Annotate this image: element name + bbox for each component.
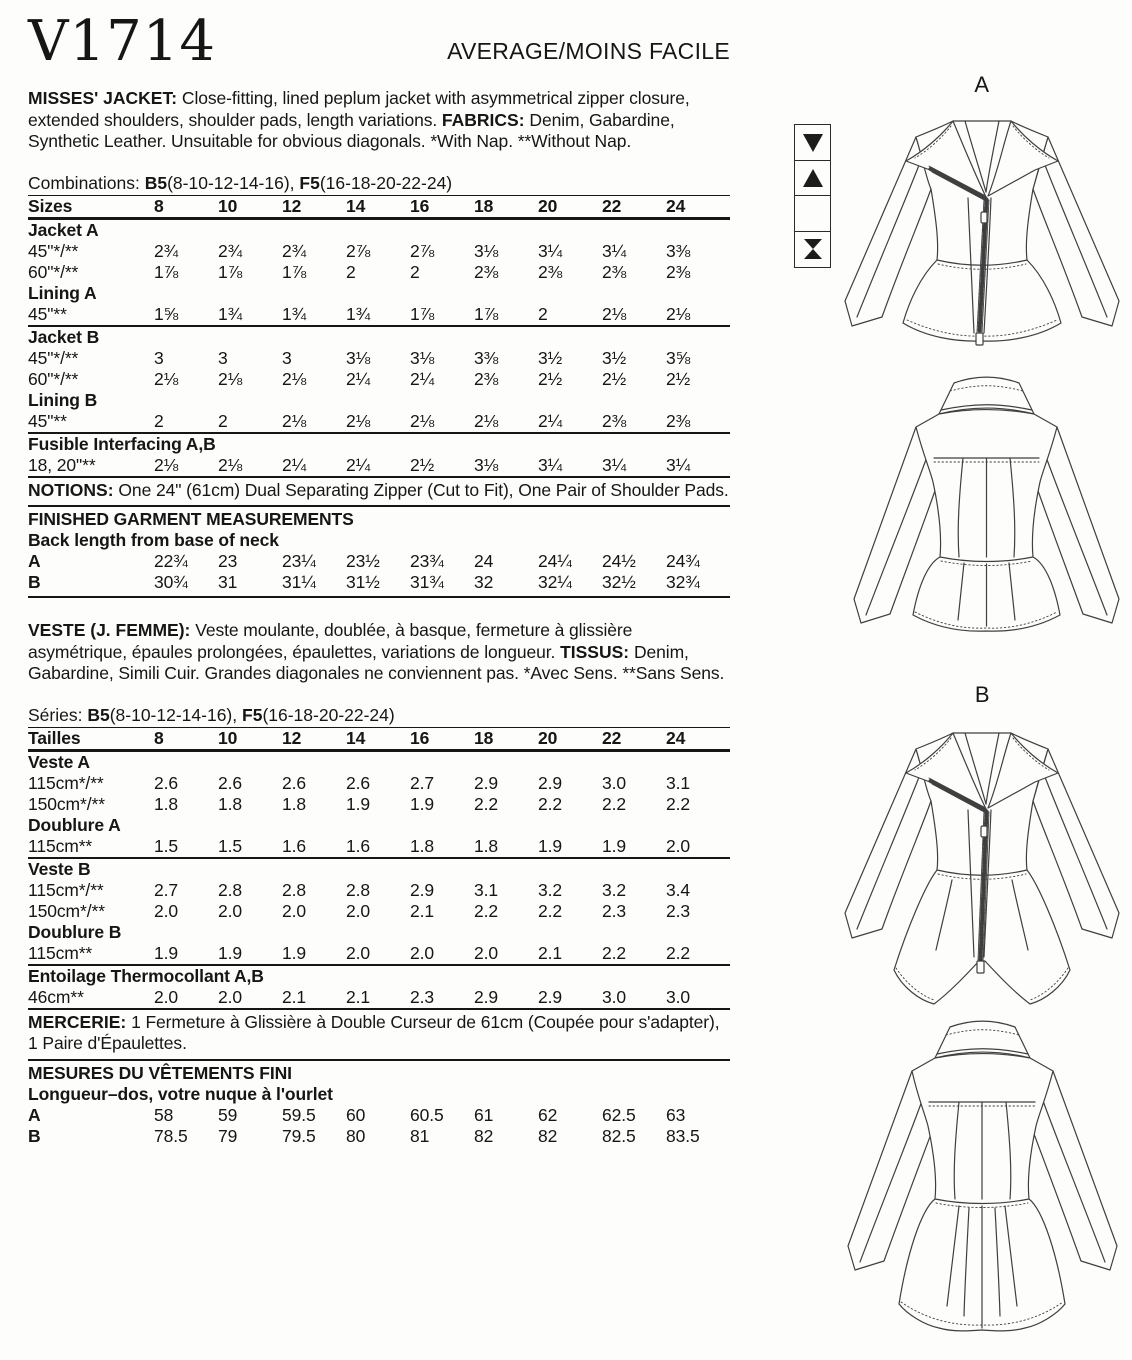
table-cell: 2.8	[218, 879, 243, 900]
table-cell: 2.2	[666, 942, 691, 963]
veste-label: VESTE (J. FEMME):	[28, 620, 196, 640]
table-cell: 2.0	[474, 942, 499, 963]
table-cell: 3¼	[666, 454, 691, 475]
row-label: 60"*/**	[28, 368, 79, 389]
table-cell: 2⅞	[346, 240, 371, 261]
view-a-label: A	[974, 72, 990, 97]
series-label: Séries:	[28, 704, 88, 725]
table-cell: 1¾	[346, 303, 371, 324]
size-column-header: 14	[346, 727, 366, 748]
table-cell: 3½	[602, 347, 627, 368]
table-cell: 2⅜	[602, 261, 627, 282]
table-cell: 23¾	[410, 551, 444, 571]
section-label: Jacket A	[28, 219, 99, 240]
table-header-label: Sizes	[28, 195, 73, 216]
table-cell: 2.6	[218, 772, 243, 793]
table-cell: 3	[218, 347, 228, 368]
table-cell: 2⅜	[602, 410, 627, 431]
notions-text: One 24" (61cm) Dual Separating Zipper (Cut to Fit), One Pair of Shoulder Pads.	[118, 479, 729, 500]
table-cell: 3.2	[538, 879, 563, 900]
table-row	[28, 220, 730, 241]
table-cell: 82	[538, 1125, 558, 1146]
table-cell: 1.6	[346, 835, 371, 856]
tissus-desc: Denim, Gabardine, Simili Cuir. Grandes diagonales ne conviennent pas. *Avec Sens. **Sans Sens.	[28, 641, 725, 683]
size-column-header: 12	[282, 727, 302, 748]
table-cell: 2.9	[410, 879, 435, 900]
text-column	[28, 9, 730, 1150]
comb-f5: F5	[299, 172, 320, 193]
table-row	[28, 241, 730, 262]
table-cell: 24¾	[666, 551, 700, 571]
table-cell: 2.1	[346, 986, 371, 1007]
pattern-number: V1714	[28, 9, 216, 74]
series-b5-sizes: (8-10-12-14-16),	[109, 704, 242, 725]
jacket-b-front-illustration	[830, 712, 1132, 1012]
table-header-row	[28, 195, 730, 220]
table-cell: 2.7	[154, 879, 179, 900]
section-label: Doublure A	[28, 814, 121, 835]
table-row	[28, 572, 730, 593]
table-cell: 2⅛	[282, 410, 307, 431]
table-cell: 2.6	[154, 772, 179, 793]
table-row	[28, 369, 730, 390]
french-description	[28, 620, 730, 685]
table-cell: 58	[154, 1104, 174, 1125]
series-line	[28, 705, 730, 726]
english-description	[28, 88, 730, 153]
table-cell: 1⅞	[282, 261, 307, 282]
table-cell: 2¼	[346, 368, 371, 389]
table-cell: 2.6	[346, 772, 371, 793]
jacket-desc: Close-fitting, lined peplum jacket with asymmetrical zipper closure, extended shoulders, shoulder pads, length variations.	[28, 88, 690, 130]
table-cell: 24	[474, 551, 494, 571]
table-cell: 2⅞	[410, 240, 435, 261]
row-label: 45"*/**	[28, 347, 79, 368]
view-b-label: B	[974, 682, 991, 707]
size-column-header: 18	[474, 727, 494, 748]
table-cell: 23	[218, 551, 238, 571]
table-cell: 2	[218, 410, 228, 431]
table-cell: 23¼	[282, 551, 316, 571]
section-label: Veste A	[28, 751, 90, 772]
table-cell: 31¼	[282, 572, 316, 592]
fgm-subtitle: Back length from base of neck	[28, 530, 279, 550]
table-cell: 2⅜	[474, 261, 499, 282]
table-cell: 2¾	[282, 240, 307, 261]
table-cell: 2.2	[538, 900, 563, 921]
table-cell: 83.5	[666, 1125, 700, 1146]
table-cell: 2.0	[346, 942, 371, 963]
table-cell: 2⅛	[410, 410, 435, 431]
table-cell: 3.1	[666, 772, 691, 793]
table-cell: 3⅛	[474, 240, 499, 261]
row-label: 115cm**	[28, 835, 93, 856]
table-row	[28, 966, 730, 987]
table-cell: 3⅜	[474, 347, 499, 368]
table-cell: 3¼	[602, 240, 627, 261]
table-cell: 1⅞	[218, 261, 243, 282]
table-cell: 2.0	[154, 900, 179, 921]
fgm-title: FINISHED GARMENT MEASUREMENTS	[28, 509, 354, 529]
table-cell: 2½	[602, 368, 627, 389]
table-cell: 31½	[346, 572, 380, 592]
table-cell: 3¼	[538, 454, 563, 475]
table-row	[28, 262, 730, 283]
table-row	[28, 434, 730, 455]
table-cell: 24½	[602, 551, 636, 571]
table-cell: 2½	[666, 368, 691, 389]
table-cell: 3⅛	[346, 347, 371, 368]
table-row	[28, 815, 730, 836]
table-cell: 3⅛	[474, 454, 499, 475]
jacket-label: MISSES' JACKET:	[28, 88, 182, 108]
table-cell: 1.6	[282, 835, 307, 856]
table-cell: 59	[218, 1104, 238, 1125]
table-cell: 32¾	[666, 572, 700, 592]
size-column-header: 16	[410, 727, 430, 748]
table-cell: 1.9	[218, 942, 243, 963]
section-label: Jacket B	[28, 326, 100, 347]
table-cell: 1.9	[154, 942, 179, 963]
row-label: 115cm**	[28, 942, 93, 963]
table-cell: 1.9	[602, 835, 627, 856]
table-cell: 2⅛	[474, 410, 499, 431]
size-column-header: 24	[666, 195, 686, 216]
table-cell: 3	[282, 347, 292, 368]
table-row	[28, 794, 730, 815]
mesures-table	[28, 1105, 730, 1147]
row-label: 45"*/**	[28, 240, 79, 261]
table-cell: 79.5	[282, 1125, 316, 1146]
size-column-header: 20	[538, 727, 558, 748]
table-cell: 3⅜	[666, 240, 691, 261]
table-cell: 2.2	[474, 793, 499, 814]
table-cell: 3.0	[602, 772, 627, 793]
table-cell: 3.0	[666, 986, 691, 1007]
table-cell: 2.0	[410, 942, 435, 963]
section-label: Fusible Interfacing A,B	[28, 433, 216, 454]
table-cell: 2⅛	[218, 454, 243, 475]
size-column-header: 24	[666, 727, 686, 748]
table-row	[28, 1126, 730, 1147]
table-cell: 1⅝	[154, 303, 179, 324]
table-cell: 2.3	[666, 900, 691, 921]
table-cell: 2.1	[282, 986, 307, 1007]
section-label: Lining A	[28, 282, 97, 303]
table-cell: 2⅛	[154, 454, 179, 475]
table-cell: 60	[346, 1104, 366, 1125]
table-row	[28, 304, 730, 327]
section-label: Doublure B	[28, 921, 122, 942]
table-cell: 2⅛	[154, 368, 179, 389]
table-cell: 1⅞	[154, 261, 179, 282]
series-f5: F5	[242, 704, 263, 725]
nap-arrow-down-icon	[794, 124, 831, 161]
table-cell: 2.9	[538, 986, 563, 1007]
row-label: 18, 20"**	[28, 454, 96, 475]
table-row	[28, 348, 730, 369]
table-cell: 2⅛	[666, 303, 691, 324]
size-column-header: 18	[474, 195, 494, 216]
table-cell: 22¾	[154, 551, 188, 571]
size-column-header: 8	[154, 195, 164, 216]
table-cell: 2.9	[538, 772, 563, 793]
table-cell: 2.1	[410, 900, 435, 921]
mercerie-text: 1 Fermeture à Glissière à Double Curseur de 61cm (Coupée pour s'adapter), 1 Paire d'Épaulettes.	[28, 1011, 720, 1053]
size-column-header: 22	[602, 727, 622, 748]
table-cell: 1.5	[218, 835, 243, 856]
table-row	[28, 1105, 730, 1126]
table-row	[28, 901, 730, 922]
table-cell: 79	[218, 1125, 238, 1146]
table-cell: 2.0	[218, 986, 243, 1007]
table-cell: 61	[474, 1104, 494, 1125]
combinations-label: Combinations:	[28, 172, 145, 193]
table-cell: 24¼	[538, 551, 572, 571]
section-label: Lining B	[28, 389, 98, 410]
table-cell: 1⅞	[474, 303, 499, 324]
table-cell: 2.0	[218, 900, 243, 921]
table-cell: 2.0	[154, 986, 179, 1007]
table-row	[28, 283, 730, 304]
table-cell: 3¼	[538, 240, 563, 261]
row-label: 115cm*/**	[28, 879, 104, 900]
comb-b5-sizes: (8-10-12-14-16),	[167, 172, 300, 193]
comb-b5: B5	[144, 172, 168, 193]
size-column-header: 10	[218, 195, 238, 216]
table-cell: 1.8	[218, 793, 243, 814]
table-cell: 2.2	[602, 942, 627, 963]
size-column-header: 14	[346, 195, 366, 216]
row-label: 150cm*/**	[28, 793, 105, 814]
table-cell: 1.8	[282, 793, 307, 814]
table-cell: 2.8	[282, 879, 307, 900]
table-row	[28, 773, 730, 794]
section-label: Veste B	[28, 858, 91, 879]
table-cell: 3⅝	[666, 347, 691, 368]
table-header-label: Tailles	[28, 727, 81, 748]
size-column-header: 16	[410, 195, 430, 216]
table-cell: 2.0	[346, 900, 371, 921]
table-cell: 3.4	[666, 879, 691, 900]
row-label: B	[28, 1125, 41, 1146]
size-column-header: 8	[154, 727, 164, 748]
mercerie-label: MERCERIE:	[28, 1011, 132, 1032]
table-cell: 3	[154, 347, 164, 368]
tissus-label: TISSUS:	[560, 641, 634, 662]
table-cell: 2.2	[602, 793, 627, 814]
table-row	[28, 455, 730, 478]
table-cell: 2.3	[410, 986, 435, 1007]
table-row	[28, 880, 730, 901]
row-label: 60"*/**	[28, 261, 79, 282]
table-cell: 1.9	[282, 942, 307, 963]
table-cell: 2⅜	[666, 261, 691, 282]
row-label: 115cm*/**	[28, 772, 104, 793]
table-cell: 63	[666, 1104, 686, 1125]
table-cell: 59.5	[282, 1104, 316, 1125]
table-cell: 2.3	[602, 900, 627, 921]
row-label: B	[28, 572, 41, 592]
table-cell: 80	[346, 1125, 366, 1146]
table-row	[28, 551, 730, 572]
fabrics-desc: Denim, Gabardine, Synthetic Leather. Unsuitable for obvious diagonals. *With Nap. **Without Nap.	[28, 109, 675, 151]
table-cell: 2.8	[346, 879, 371, 900]
table-cell: 1.5	[154, 835, 179, 856]
table-cell: 1.9	[410, 793, 435, 814]
table-cell: 1¾	[218, 303, 243, 324]
table-cell: 2.9	[474, 986, 499, 1007]
row-label: 150cm*/**	[28, 900, 105, 921]
table-cell: 31	[218, 572, 238, 592]
notions-label: NOTIONS:	[28, 479, 119, 500]
table-cell: 2⅛	[282, 368, 307, 389]
cutting-layout-symbols	[794, 126, 831, 268]
table-cell: 30¾	[154, 572, 188, 592]
table-row	[28, 922, 730, 943]
table-cell: 2.6	[282, 772, 307, 793]
table-cell: 82	[474, 1125, 494, 1146]
row-label: 45"**	[28, 410, 67, 431]
table-cell: 32	[474, 572, 494, 592]
table-cell: 2¼	[282, 454, 307, 475]
table-cell: 3¼	[602, 454, 627, 475]
table-cell: 2¼	[538, 410, 563, 431]
table-cell: 2⅛	[602, 303, 627, 324]
size-column-header: 12	[282, 195, 302, 216]
table-cell: 1.8	[154, 793, 179, 814]
table-cell: 3⅛	[410, 347, 435, 368]
jacket-b-back-illustration	[835, 1014, 1130, 1354]
table-cell: 2	[410, 261, 420, 282]
table-row	[28, 859, 730, 880]
table-row	[28, 943, 730, 966]
table-cell: 60.5	[410, 1104, 444, 1125]
header	[28, 9, 730, 74]
table-cell: 2¾	[154, 240, 179, 261]
fabrics-label: FABRICS:	[441, 109, 530, 130]
finished-garment-measurements	[28, 505, 730, 598]
table-row	[28, 411, 730, 434]
table-cell: 2½	[410, 454, 435, 475]
table-row	[28, 752, 730, 773]
table-cell: 2⅛	[346, 410, 371, 431]
table-cell: 2¾	[218, 240, 243, 261]
veste-desc: Veste moulante, doublée, à basque, fermeture à glissière asymétrique, épaules prolongées, épaulettes, variations de longueur.	[28, 620, 633, 662]
difficulty-label: AVERAGE/MOINS FACILE	[447, 38, 730, 64]
table-cell: 1.8	[474, 835, 499, 856]
yardage-table-french	[28, 727, 730, 1010]
table-cell: 2.9	[474, 772, 499, 793]
table-cell: 2¼	[410, 368, 435, 389]
table-cell: 2.1	[538, 942, 563, 963]
table-cell: 3½	[538, 347, 563, 368]
table-cell: 78.5	[154, 1125, 188, 1146]
table-cell: 2.7	[410, 772, 435, 793]
table-cell: 81	[410, 1125, 430, 1146]
mesures-subtitle: Longueur–dos, votre nuque à l'ourlet	[28, 1083, 333, 1104]
table-cell: 31¾	[410, 572, 444, 592]
table-cell: 2	[154, 410, 164, 431]
nap-blank-icon	[794, 195, 831, 232]
nap-arrow-up-icon	[794, 160, 831, 197]
size-column-header: 20	[538, 195, 558, 216]
table-cell: 1⅞	[410, 303, 435, 324]
table-cell: 2⅛	[218, 368, 243, 389]
illustration-column	[782, 70, 1132, 1360]
table-header-row	[28, 727, 730, 752]
table-cell: 2½	[538, 368, 563, 389]
table-cell: 62	[538, 1104, 558, 1125]
table-cell: 32¼	[538, 572, 572, 592]
row-label: A	[28, 1104, 41, 1125]
row-label: 46cm**	[28, 986, 84, 1007]
table-cell: 3.1	[474, 879, 499, 900]
table-cell: 1.9	[538, 835, 563, 856]
table-cell: 2⅜	[538, 261, 563, 282]
mesures-title: MESURES DU VÊTEMENTS FINI	[28, 1062, 292, 1083]
jacket-a-back-illustration	[844, 370, 1129, 670]
table-cell: 62.5	[602, 1104, 636, 1125]
comb-f5-sizes: (16-18-20-22-24)	[319, 172, 453, 193]
table-cell: 2.2	[666, 793, 691, 814]
table-cell: 82.5	[602, 1125, 636, 1146]
table-cell: 32½	[602, 572, 636, 592]
table-cell: 2	[538, 303, 548, 324]
yardage-table-english	[28, 195, 730, 478]
table-row	[28, 836, 730, 859]
table-cell: 1.9	[346, 793, 371, 814]
table-cell: 1¾	[282, 303, 307, 324]
section-label: Entoilage Thermocollant A,B	[28, 965, 264, 986]
mercerie-paragraph	[28, 1012, 730, 1055]
table-cell: 2¼	[346, 454, 371, 475]
table-cell: 2⅜	[666, 410, 691, 431]
series-f5-sizes: (16-18-20-22-24)	[262, 704, 395, 725]
size-column-header: 10	[218, 727, 238, 748]
table-cell: 2⅜	[474, 368, 499, 389]
notions-paragraph	[28, 480, 730, 502]
row-label: A	[28, 551, 41, 571]
table-cell: 2	[346, 261, 356, 282]
table-cell: 3.2	[602, 879, 627, 900]
combinations-line	[28, 173, 730, 194]
fgm-table	[28, 551, 730, 593]
series-b5: B5	[87, 704, 110, 725]
table-row	[28, 390, 730, 411]
table-row	[28, 327, 730, 348]
table-cell: 23½	[346, 551, 380, 571]
table-cell: 2.0	[282, 900, 307, 921]
table-cell: 3.0	[602, 986, 627, 1007]
row-label: 45"**	[28, 303, 67, 324]
nap-hourglass-icon	[794, 231, 831, 268]
table-cell: 2.0	[666, 835, 691, 856]
table-row	[28, 987, 730, 1010]
mesures-vetement-fini	[28, 1059, 730, 1150]
table-cell: 2.2	[474, 900, 499, 921]
jacket-a-front-illustration	[832, 100, 1132, 362]
table-cell: 2.2	[538, 793, 563, 814]
size-column-header: 22	[602, 195, 622, 216]
table-cell: 1.8	[410, 835, 435, 856]
